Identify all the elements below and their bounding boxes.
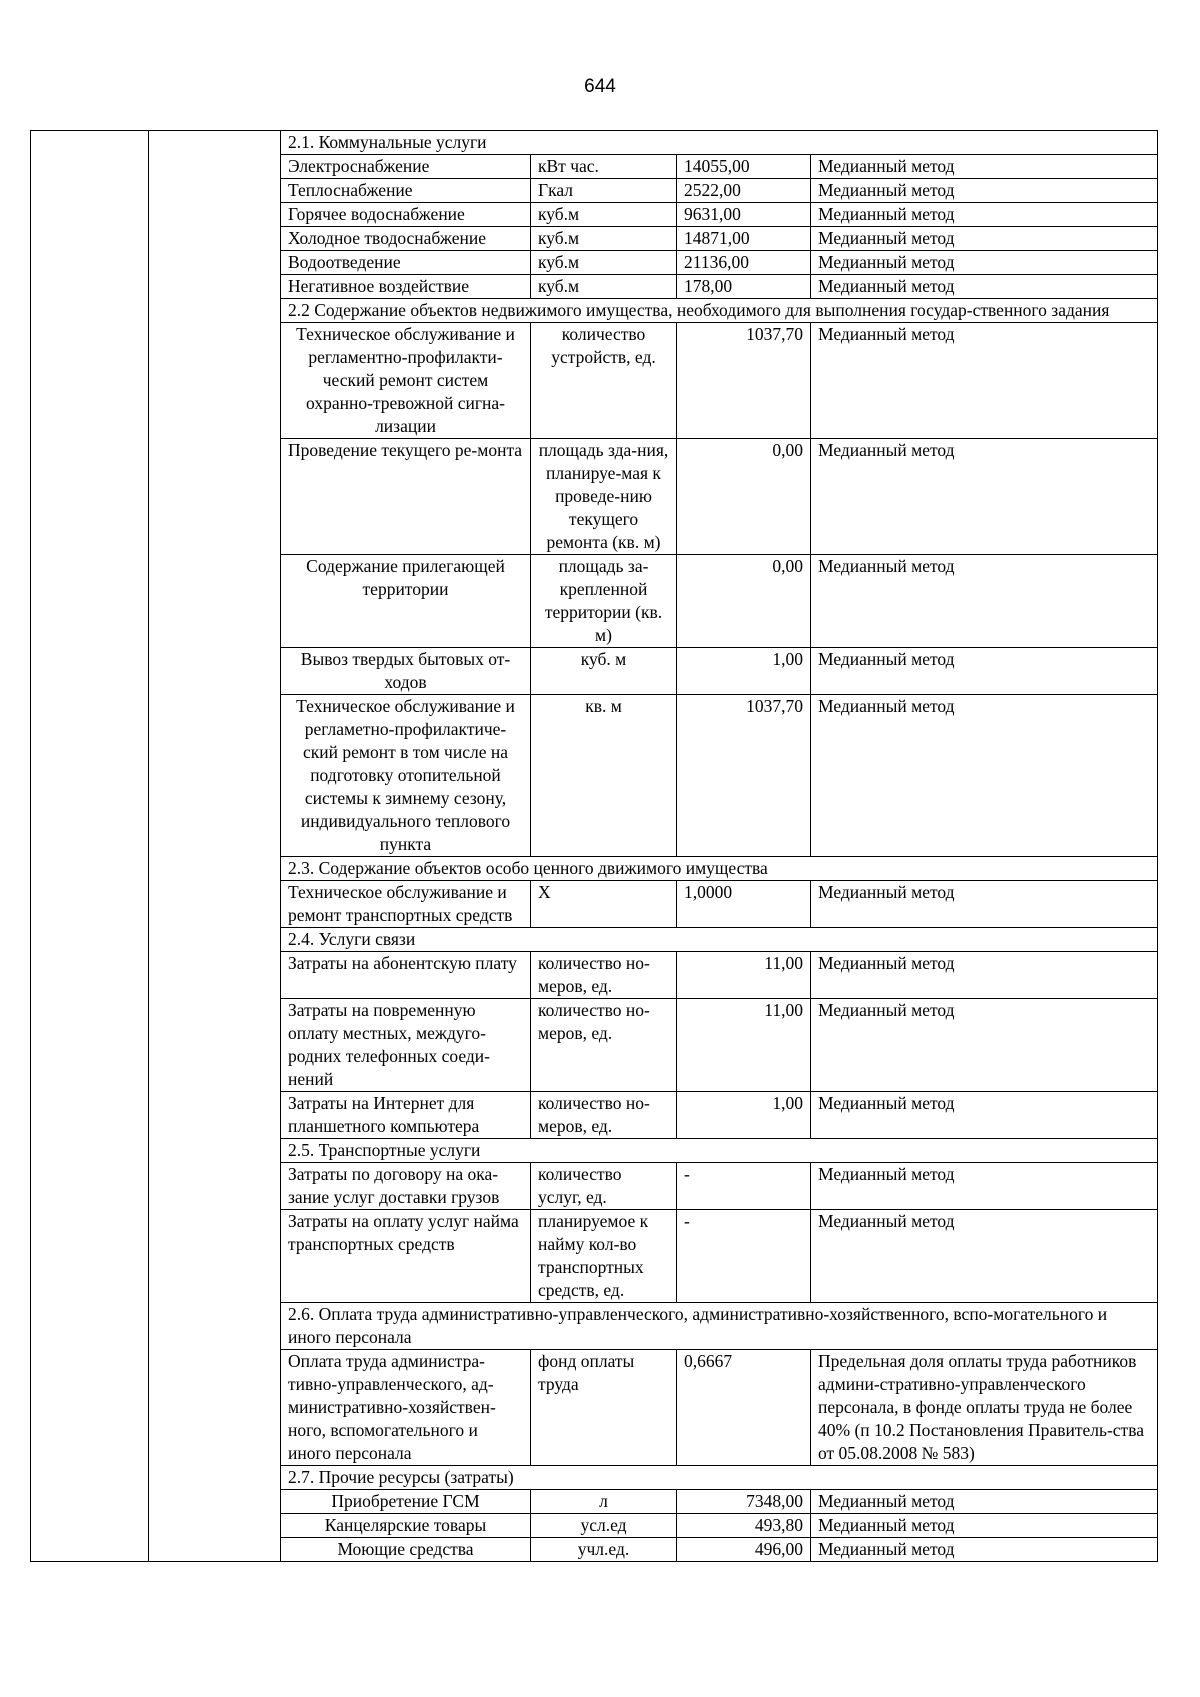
- unit-cell: Х: [531, 881, 677, 928]
- unit-cell: площадь за-крепленной территории (кв. м): [531, 555, 677, 648]
- resource-name: Техническое обслуживание и ремонт транспортных средств: [281, 881, 531, 928]
- method-cell: Медианный метод: [811, 695, 1158, 857]
- method-cell: Медианный метод: [811, 648, 1158, 695]
- method-cell: Медианный метод: [811, 227, 1158, 251]
- section-header: 2.6. Оплата труда административно-управленческого, административно-хозяйственного, вспо-могательного и иного персонала: [281, 1303, 1158, 1350]
- unit-cell: учл.ед.: [531, 1538, 677, 1562]
- unit-cell: количество устройств, ед.: [531, 323, 677, 439]
- method-cell: Медианный метод: [811, 275, 1158, 299]
- section-header: 2.3. Содержание объектов особо ценного движимого имущества: [281, 857, 1158, 881]
- method-cell: Медианный метод: [811, 1210, 1158, 1303]
- left-blank-column: [31, 131, 149, 1562]
- section-header: 2.7. Прочие ресурсы (затраты): [281, 1466, 1158, 1490]
- resource-name: Проведение текущего ре-монта: [281, 439, 531, 555]
- section-header: 2.4. Услуги связи: [281, 928, 1158, 952]
- resource-name: Техническое обслуживание и регламентно-профилакти-ческий ремонт систем охранно-тревожной сигна-лизации: [281, 323, 531, 439]
- method-cell: Медианный метод: [811, 1163, 1158, 1210]
- resource-name: Вывоз твердых бытовых от-ходов: [281, 648, 531, 695]
- unit-cell: площадь зда-ния, планируе-мая к проведе-нию текущего ремонта (кв. м): [531, 439, 677, 555]
- method-cell: Медианный метод: [811, 251, 1158, 275]
- value-cell: 0,00: [677, 439, 811, 555]
- unit-cell: куб.м: [531, 203, 677, 227]
- unit-cell: куб. м: [531, 648, 677, 695]
- resource-name: Содержание прилегающей территории: [281, 555, 531, 648]
- section-header: 2.1. Коммунальные услуги: [281, 131, 1158, 155]
- value-cell: 0,6667: [677, 1350, 811, 1466]
- value-cell: 14871,00: [677, 227, 811, 251]
- method-cell: Медианный метод: [811, 1538, 1158, 1562]
- unit-cell: куб.м: [531, 251, 677, 275]
- value-cell: 7348,00: [677, 1490, 811, 1514]
- resource-name: Теплоснабжение: [281, 179, 531, 203]
- page-number: 644: [584, 76, 616, 97]
- resource-name: Затраты на оплату услуг найма транспортных средств: [281, 1210, 531, 1303]
- unit-cell: планируемое к найму кол-во транспортных средств, ед.: [531, 1210, 677, 1303]
- section-header: 2.5. Транспортные услуги: [281, 1139, 1158, 1163]
- resource-name: Моющие средства: [281, 1538, 531, 1562]
- resource-name: Затраты по договору на ока-зание услуг доставки грузов: [281, 1163, 531, 1210]
- value-cell: 21136,00: [677, 251, 811, 275]
- section-header: 2.2 Содержание объектов недвижимого имущества, необходимого для выполнения государ-ственного задания: [281, 299, 1158, 323]
- resource-name: Канцелярские товары: [281, 1514, 531, 1538]
- method-cell: Медианный метод: [811, 439, 1158, 555]
- value-cell: -: [677, 1163, 811, 1210]
- method-cell: Медианный метод: [811, 1490, 1158, 1514]
- section-row: [31, 131, 1158, 155]
- resource-name: Холодное тводоснабжение: [281, 227, 531, 251]
- value-cell: 0,00: [677, 555, 811, 648]
- unit-cell: усл.ед: [531, 1514, 677, 1538]
- unit-cell: Гкал: [531, 179, 677, 203]
- value-cell: 1,00: [677, 648, 811, 695]
- resource-name: Негативное воздействие: [281, 275, 531, 299]
- unit-cell: количество услуг, ед.: [531, 1163, 677, 1210]
- value-cell: 11,00: [677, 952, 811, 999]
- value-cell: 1037,70: [677, 323, 811, 439]
- method-cell: Предельная доля оплаты труда работников админи-стративно-управленческого персонала, в фонде оплаты труда не более 40% (п 10.2 Постановления Правитель-ства от 05.08.2008 № 583): [811, 1350, 1158, 1466]
- value-cell: 11,00: [677, 999, 811, 1092]
- unit-cell: количество но-меров, ед.: [531, 952, 677, 999]
- cost-norms-table: [30, 130, 1158, 1562]
- value-cell: 496,00: [677, 1538, 811, 1562]
- method-cell: Медианный метод: [811, 323, 1158, 439]
- resource-name: Затраты на абонентскую плату: [281, 952, 531, 999]
- resource-name: Техническое обслуживание и регламетно-профилактиче-ский ремонт в том числе на подготовку отопительной системы к зимнему сезону, индивидуального теплового пункта: [281, 695, 531, 857]
- resource-name: Оплата труда администра-тивно-управленческого, ад-министративно-хозяйствен-ного, вспомогательного и иного персонала: [281, 1350, 531, 1466]
- unit-cell: куб.м: [531, 275, 677, 299]
- unit-cell: количество но-меров, ед.: [531, 999, 677, 1092]
- method-cell: Медианный метод: [811, 952, 1158, 999]
- value-cell: 493,80: [677, 1514, 811, 1538]
- unit-cell: кв. м: [531, 695, 677, 857]
- method-cell: Медианный метод: [811, 881, 1158, 928]
- value-cell: 1037,70: [677, 695, 811, 857]
- method-cell: Медианный метод: [811, 1514, 1158, 1538]
- resource-name: Горячее водоснабжение: [281, 203, 531, 227]
- second-blank-column: [149, 131, 281, 1562]
- method-cell: Медианный метод: [811, 179, 1158, 203]
- value-cell: 2522,00: [677, 179, 811, 203]
- value-cell: 1,00: [677, 1092, 811, 1139]
- resource-name: Затраты на Интернет для планшетного компьютера: [281, 1092, 531, 1139]
- resource-name: Приобретение ГСМ: [281, 1490, 531, 1514]
- resource-name: Затраты на повременную оплату местных, междуго-родних телефонных соеди-нений: [281, 999, 531, 1092]
- value-cell: -: [677, 1210, 811, 1303]
- resource-name: Электроснабжение: [281, 155, 531, 179]
- value-cell: 1,0000: [677, 881, 811, 928]
- value-cell: 14055,00: [677, 155, 811, 179]
- unit-cell: количество но-меров, ед.: [531, 1092, 677, 1139]
- method-cell: Медианный метод: [811, 1092, 1158, 1139]
- value-cell: 9631,00: [677, 203, 811, 227]
- method-cell: Медианный метод: [811, 555, 1158, 648]
- unit-cell: фонд оплаты труда: [531, 1350, 677, 1466]
- method-cell: Медианный метод: [811, 999, 1158, 1092]
- method-cell: Медианный метод: [811, 155, 1158, 179]
- unit-cell: куб.м: [531, 227, 677, 251]
- resource-name: Водоотведение: [281, 251, 531, 275]
- unit-cell: кВт час.: [531, 155, 677, 179]
- unit-cell: л: [531, 1490, 677, 1514]
- method-cell: Медианный метод: [811, 203, 1158, 227]
- value-cell: 178,00: [677, 275, 811, 299]
